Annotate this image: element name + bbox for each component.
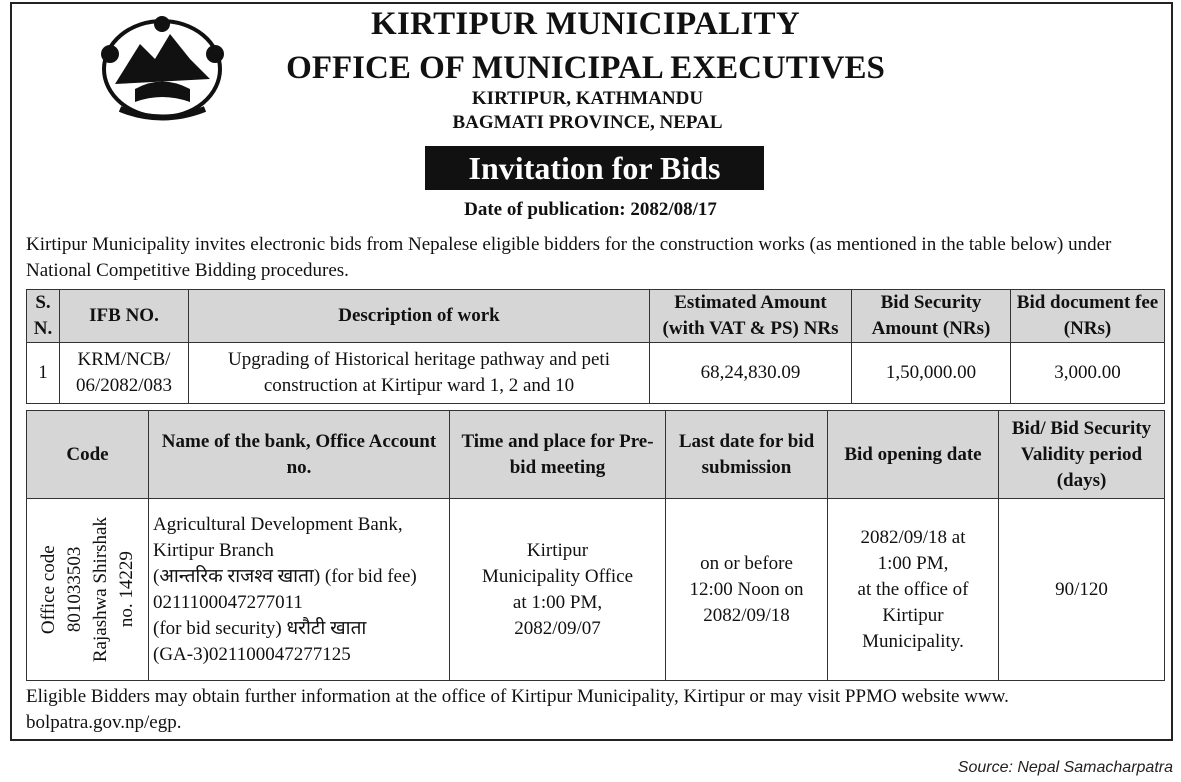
source-credit: Source: Nepal Samacharpatra <box>957 759 1173 776</box>
cell-sn: 1 <box>27 343 60 404</box>
notice-title: Invitation for Bids <box>425 146 764 190</box>
cell-bid-fee: 3,000.00 <box>1011 343 1165 404</box>
bank-line: Kirtipur Branch <box>153 539 274 561</box>
bank-details-table <box>26 410 1165 681</box>
last-date-line: 2082/09/18 <box>703 604 790 626</box>
table-row <box>27 343 1165 404</box>
header-validity: Bid/ Bid Security Validity period (days) <box>999 411 1165 499</box>
header-opening-date: Bid opening date <box>828 411 999 499</box>
bid-table <box>26 289 1165 404</box>
code-text <box>36 517 140 662</box>
table-header-row <box>27 290 1165 343</box>
bank-line: 0211100047277011 <box>153 591 303 613</box>
header-description: Description of work <box>189 290 650 343</box>
header-bank: Name of the bank, Office Account no. <box>149 411 450 499</box>
cell-estimated-amount: 68,24,830.09 <box>650 343 852 404</box>
cell-bank <box>149 499 450 681</box>
prebid-line: 2082/09/07 <box>514 617 601 639</box>
publication-date: Date of publication: 2082/08/17 <box>464 199 717 220</box>
bank-line: (for bid security) धरौटी खाता <box>153 617 367 639</box>
cell-last-date <box>666 499 828 681</box>
office-name: OFFICE OF MUNICIPAL EXECUTIVES <box>286 50 885 86</box>
footer-note: Eligible Bidders may obtain further information at the office of Kirtipur Municipality, Kirtipur or may visit PPMO website www. bolpatra.gov.np/egp. <box>26 686 1009 733</box>
header-estimated-amount: Estimated Amount (with VAT & PS) NRs <box>650 290 852 343</box>
address-line: KIRTIPUR, KATHMANDU <box>471 88 704 109</box>
prebid-line: Municipality Office <box>481 565 634 587</box>
municipality-name: KIRTIPUR MUNICIPALITY <box>371 6 800 42</box>
bank-line: (GA-3)021100047277125 <box>153 643 351 665</box>
opening-line: at the office of <box>857 578 969 600</box>
header-code: Code <box>27 411 149 499</box>
cell-validity: 90/120 <box>999 499 1165 681</box>
bank-line: (आन्तरिक राजश्व खाता) (for bid fee) <box>153 565 417 587</box>
intro-paragraph: Kirtipur Municipality invites electronic bids from Nepalese eligible bidders for the construction works (as mentioned in the table below) under National Competitive Bidding procedures. <box>26 234 1112 281</box>
cell-bid-security: 1,50,000.00 <box>852 343 1011 404</box>
province-line: BAGMATI PROVINCE, NEPAL <box>452 112 723 133</box>
header-ifb: IFB NO. <box>60 290 189 343</box>
table-header-row <box>27 411 1165 499</box>
header-prebid: Time and place for Pre-bid meeting <box>450 411 666 499</box>
bank-line: Agricultural Development Bank, <box>153 513 403 535</box>
opening-line: Municipality. <box>862 630 964 652</box>
header-last-date: Last date for bid submission <box>666 411 828 499</box>
cell-ifb: KRM/NCB/ 06/2082/083 <box>60 343 189 404</box>
code-line: Rajashwa Shirshak <box>89 516 111 663</box>
opening-line: 2082/09/18 at <box>860 526 966 548</box>
table-row <box>27 499 1165 681</box>
last-date-line: on or before <box>700 552 793 574</box>
code-line: 801033503 <box>63 546 85 633</box>
header-bid-fee: Bid document fee (NRs) <box>1011 290 1165 343</box>
cell-description: Upgrading of Historical heritage pathway and peti construction at Kirtipur ward 1, 2 and 10 <box>189 343 650 404</box>
header-sn: S. N. <box>27 290 60 343</box>
prebid-line: at 1:00 PM, <box>512 591 603 613</box>
opening-line: Kirtipur <box>882 604 944 626</box>
cell-code <box>27 499 149 681</box>
code-line: no. 14229 <box>115 551 137 628</box>
header-bid-security: Bid Security Amount (NRs) <box>852 290 1011 343</box>
opening-line: 1:00 PM, <box>877 552 949 574</box>
cell-prebid <box>450 499 666 681</box>
cell-opening-date <box>828 499 999 681</box>
code-line: Office code <box>37 545 59 634</box>
last-date-line: 12:00 Noon on <box>689 578 804 600</box>
prebid-line: Kirtipur <box>526 539 589 561</box>
